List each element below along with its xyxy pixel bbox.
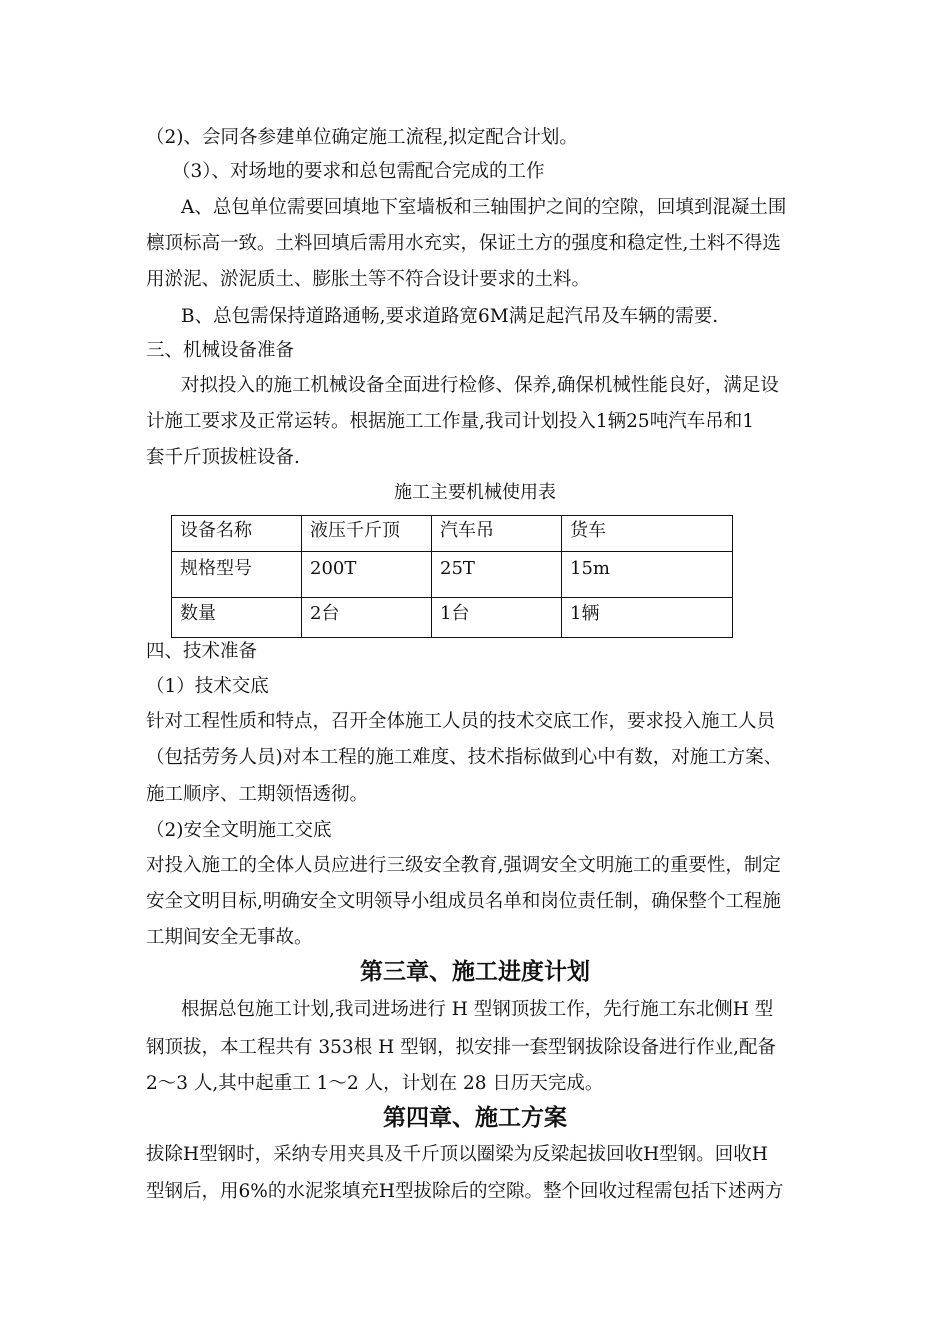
text-line: 型钢后，用6%的水泥浆填充H型拔除后的空隙。整个回收过程需包括下述两方 bbox=[146, 1181, 784, 1202]
text-line: 对拟投入的施工机械设备全面进行检修、保养,确保机械性能良好，满足设 bbox=[181, 375, 779, 396]
text-line: 针对工程性质和特点，召开全体施工人员的技术交底工作，要求投入施工人员 bbox=[146, 711, 776, 732]
table-cell: 数量 bbox=[172, 598, 302, 638]
text-line: 施工顺序、工期领悟透彻。 bbox=[146, 784, 369, 805]
text-line: 安全文明目标,明确安全文明领导小组成员名单和岗位责任制，确保整个工程施 bbox=[146, 891, 781, 912]
equipment-table bbox=[171, 515, 733, 638]
table-row bbox=[172, 516, 733, 552]
table-cell: 液压千斤顶 bbox=[302, 516, 432, 552]
table-cell: 汽车吊 bbox=[432, 516, 562, 552]
subsection-heading: （2)安全文明施工交底 bbox=[146, 820, 332, 841]
text-line: （3）、对场地的要求和总包需配合完成的工作 bbox=[172, 161, 545, 182]
section-heading: 三、机械设备准备 bbox=[146, 340, 295, 361]
chapter-heading: 第四章、施工方案 bbox=[383, 1105, 567, 1131]
text-line: 套千斤顶拔桩设备. bbox=[146, 447, 300, 468]
text-line: 檩顶标高一致。土料回填后需用水充实，保证土方的强度和稳定性,土料不得选 bbox=[146, 233, 781, 254]
text-line: 计施工要求及正常运转。根据施工工作量,我司计划投入1辆25吨汽车吊和1 bbox=[146, 411, 754, 432]
text-line: A、总包单位需要回填地下室墙板和三轴围护之间的空隙，回填到混凝土围 bbox=[181, 197, 787, 218]
chapter-heading: 第三章、施工进度计划 bbox=[360, 959, 590, 985]
table-row bbox=[172, 552, 733, 598]
table-caption: 施工主要机械使用表 bbox=[394, 482, 556, 503]
subsection-heading: （1）技术交底 bbox=[146, 676, 269, 697]
text-line: （包括劳务人员)对本工程的施工难度、技术指标做到心中有数，对施工方案、 bbox=[146, 747, 783, 768]
text-line: 工期间安全无事故。 bbox=[146, 927, 313, 948]
table-cell: 2台 bbox=[302, 598, 432, 638]
table-cell: 规格型号 bbox=[172, 552, 302, 598]
table-cell: 15m bbox=[562, 552, 733, 598]
table-cell: 1台 bbox=[432, 598, 562, 638]
text-line: 拔除H型钢时，采纳专用夹具及千斤顶以圈梁为反梁起拔回收H型钢。回收H bbox=[146, 1144, 768, 1165]
text-line: 用淤泥、淤泥质土、膨胀土等不符合设计要求的土料。 bbox=[146, 269, 591, 290]
text-line: 钢顶拔，本工程共有 353根 H 型钢，拟安排一套型钢拔除设备进行作业,配备 bbox=[146, 1037, 776, 1058]
table-row bbox=[172, 598, 733, 638]
text-line: 2～3 人,其中起重工 1～2 人，计划在 28 日历天完成。 bbox=[146, 1073, 604, 1094]
table-cell: 25T bbox=[432, 552, 562, 598]
text-line: 根据总包施工计划,我司进场进行 H 型钢顶拔工作，先行施工东北侧H 型 bbox=[181, 999, 774, 1020]
table-cell: 设备名称 bbox=[172, 516, 302, 552]
text-line: （2)、会同各参建单位确定施工流程,拟定配合计划。 bbox=[146, 127, 578, 148]
table-cell: 1辆 bbox=[562, 598, 733, 638]
table-cell: 200T bbox=[302, 552, 432, 598]
text-line: B、总包需保持道路通畅,要求道路宽6M满足起汽吊及车辆的需要. bbox=[181, 306, 719, 327]
table-cell: 货车 bbox=[562, 516, 733, 552]
text-line: 对投入施工的全体人员应进行三级安全教育,强调安全文明施工的重要性，制定 bbox=[146, 855, 781, 876]
section-heading: 四、技术准备 bbox=[146, 641, 258, 662]
